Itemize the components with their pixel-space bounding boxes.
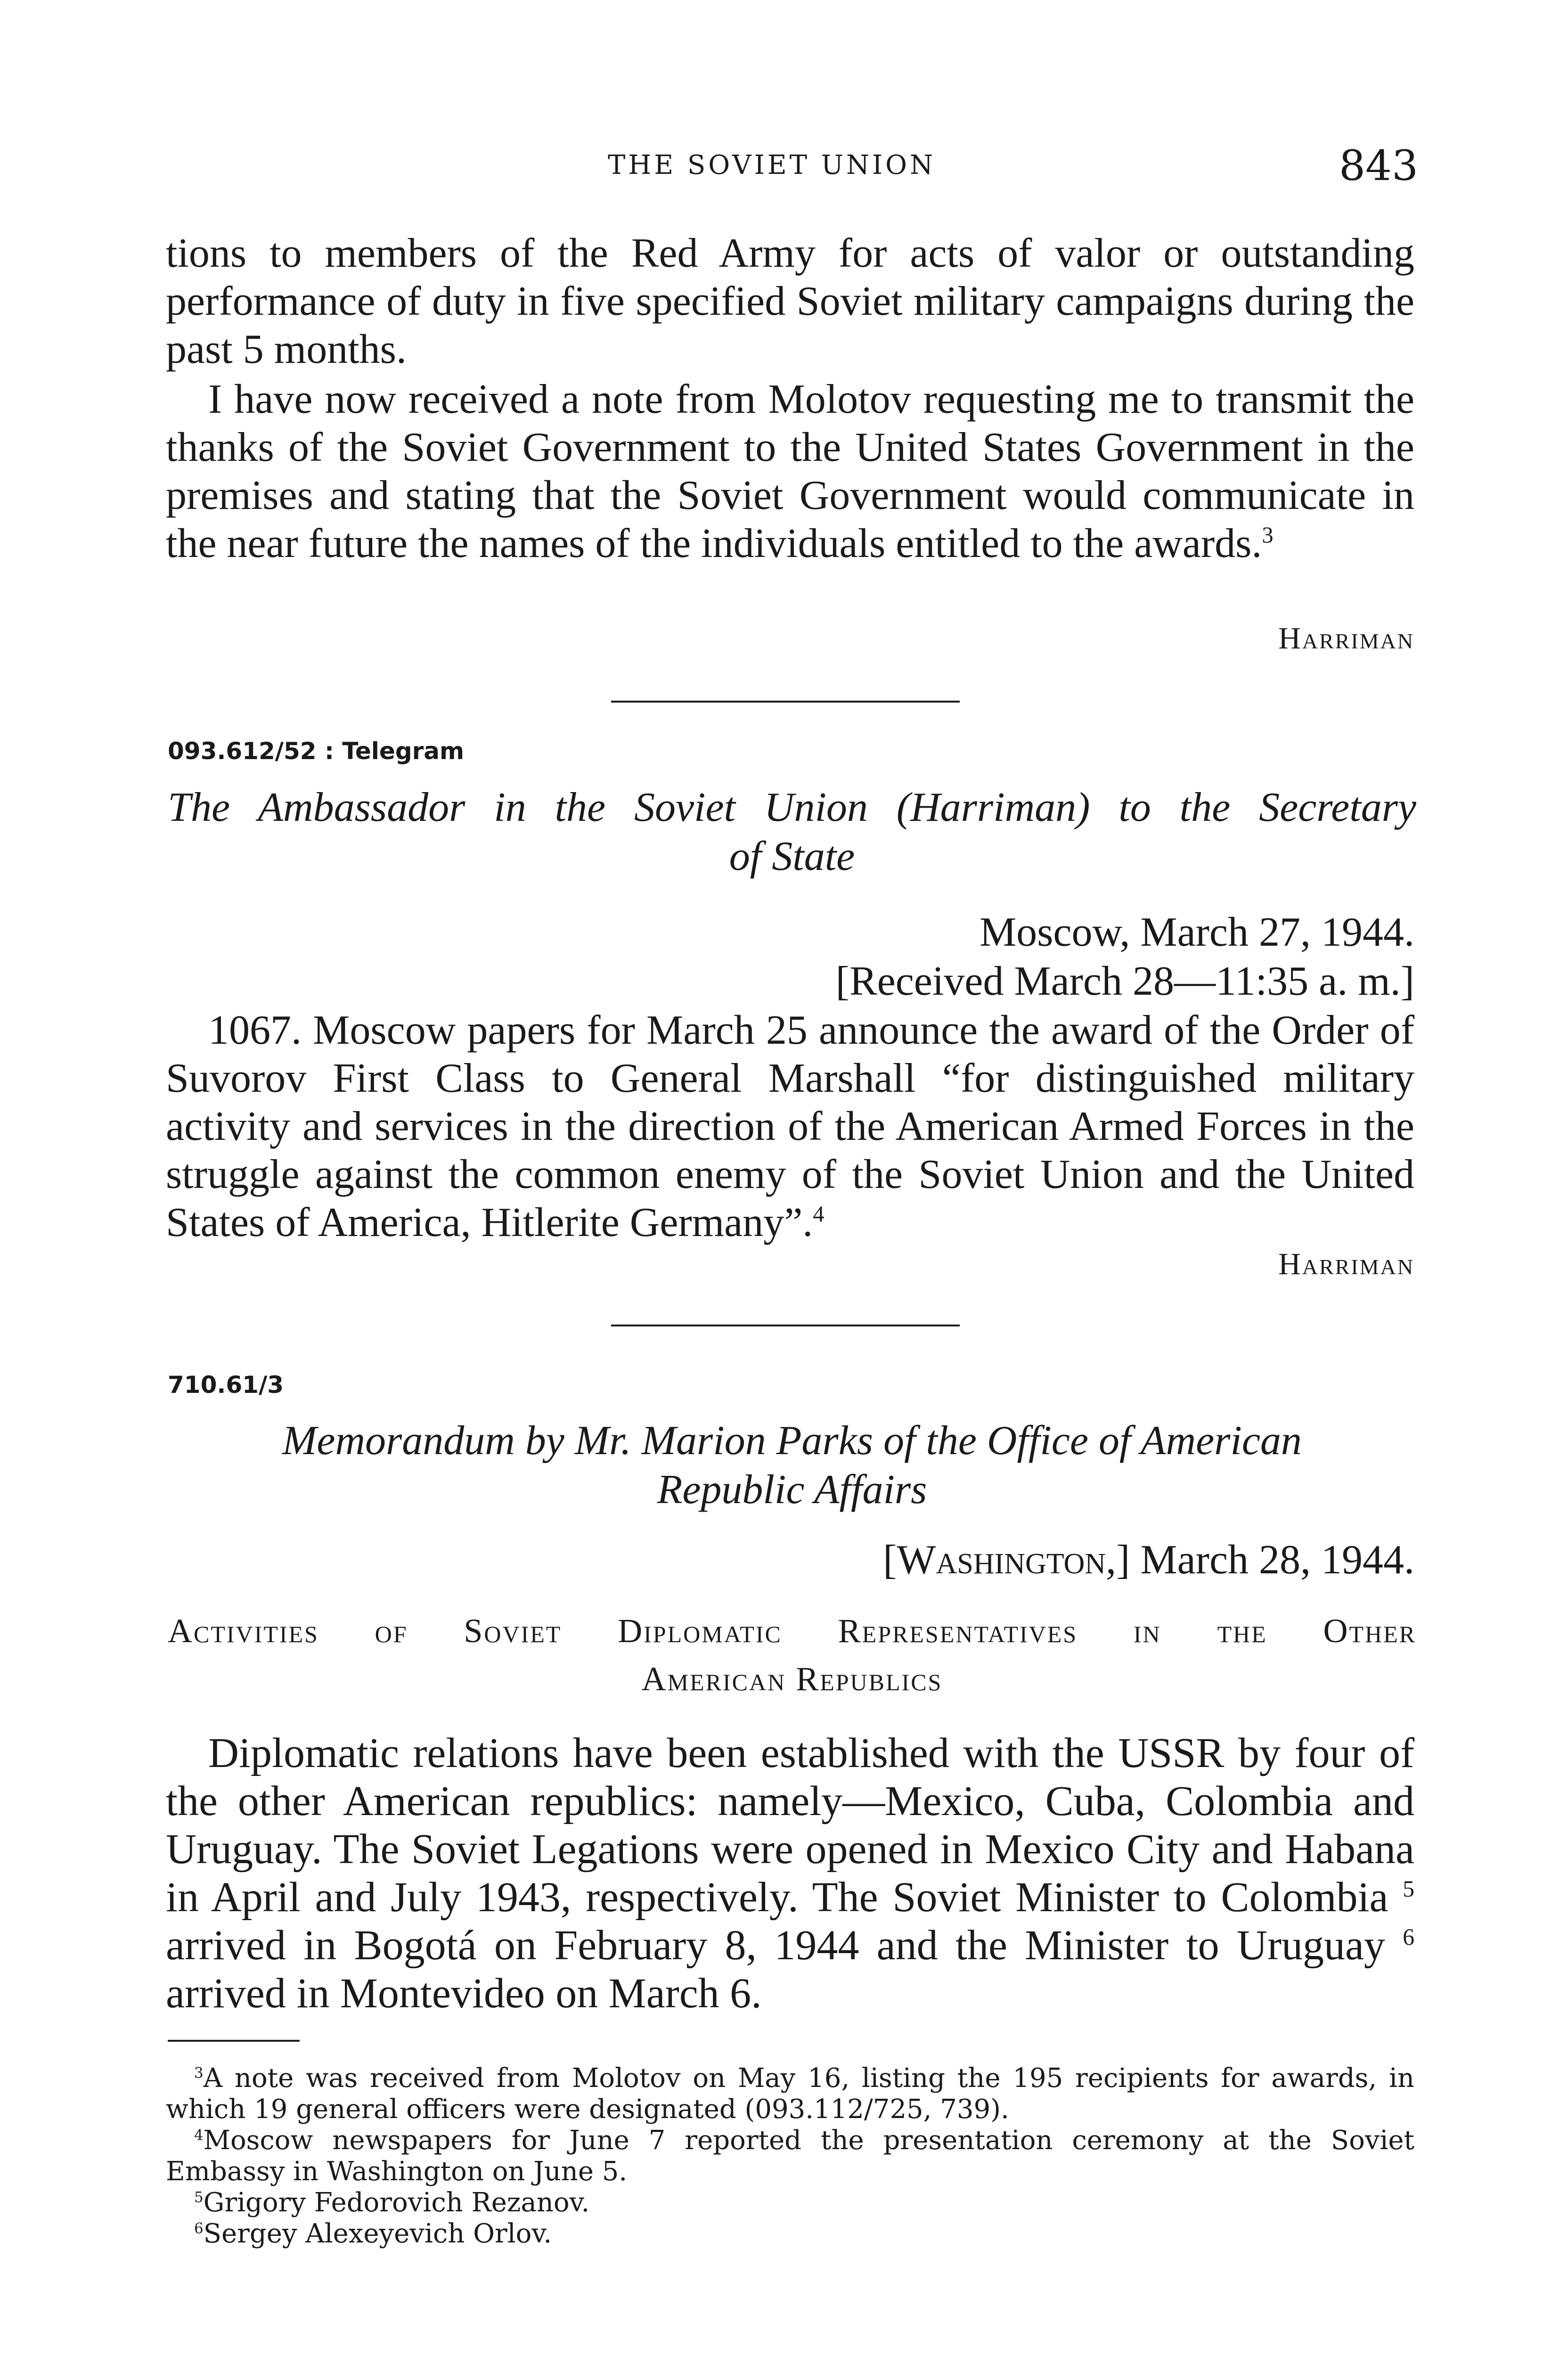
continuation-paragraph: tions to members of the Red Army for acts of valor or outstanding performance of duty in five specified Soviet military campaigns during the past 5 months.	[166, 230, 1414, 372]
received-line: [Received March 28—11:35 a. m.]	[835, 958, 1414, 1004]
subject-heading-line: Activities of Soviet Diplomatic Representatives in the Other	[168, 1612, 1416, 1650]
memorandum-paragraph	[166, 1729, 1414, 2018]
file-number: 710.61/3	[168, 1371, 284, 1399]
footnote-ref-5: 5	[1403, 1876, 1414, 1902]
footnote-ref-4: 4	[813, 1202, 825, 1227]
footnote-mark: 5	[194, 2189, 204, 2206]
memo-text: arrived in Bogotá on February 8, 1944 and the Minister to Uruguay	[166, 1922, 1403, 1969]
dateline: Moscow, March 27, 1944.	[979, 909, 1414, 955]
footnote-ref-6: 6	[1403, 1924, 1414, 1950]
footnote-mark: 6	[194, 2220, 204, 2237]
document-title-line: Republic Affairs	[657, 1467, 927, 1513]
footnote-ref-3: 3	[1262, 523, 1274, 548]
telegram-text: 1067. Moscow papers for March 25 announce the award of the Order of Suvorov First Class to General Marshall “for distinguished military activity and services in the direction of the American Armed Forces in the struggle against the common enemy of the Soviet Union and the United States of America, Hitlerite Germany”.	[166, 1007, 1414, 1245]
footnote-text: Grigory Fedorovich Rezanov.	[203, 2187, 590, 2218]
molotov-note-text: I have now received a note from Molotov requesting me to transmit the thanks of the Soviet Government to the United States Government in the premises and stating that the Soviet Government would communicate in the near future the names of the individuals entitled to the awards.	[166, 376, 1414, 566]
dateline-date: March 28, 1944.	[1130, 1537, 1414, 1583]
page-number: 843	[1339, 141, 1418, 190]
footnote-rule	[168, 2040, 300, 2042]
dateline-place: [Washington,]	[883, 1537, 1130, 1583]
section-divider	[611, 1325, 960, 1326]
footnote-mark: 3	[194, 2064, 204, 2082]
section-divider	[611, 701, 960, 703]
memo-text: arrived in Montevideo on March 6.	[166, 1970, 762, 2017]
footnote-text: Moscow newspapers for June 7 reported the presentation ceremony at the Soviet Embassy in Washington on June 5.	[166, 2125, 1414, 2187]
footnote-mark: 4	[194, 2127, 204, 2144]
document-title-line: The Ambassador in the Soviet Union (Harriman) to the Secretary	[168, 785, 1416, 830]
footnote	[166, 2187, 1414, 2218]
footnote	[166, 2063, 1414, 2125]
document-title-line: Memorandum by Mr. Marion Parks of the Office of American	[282, 1418, 1302, 1464]
molotov-note-paragraph	[166, 376, 1414, 568]
signature-harriman: Harriman	[1278, 1247, 1414, 1281]
footnotes	[166, 2063, 1414, 2250]
document-title-line: of State	[729, 834, 855, 879]
footnote	[166, 2218, 1414, 2250]
signature-harriman: Harriman	[1278, 621, 1414, 655]
memo-text: Diplomatic relations have been established with the USSR by four of the other American republics: namely—Mexico, Cuba, Colombia and Uruguay. The Soviet Legations were opened in Mexico City and Habana in April and July 1943, respectively. The Soviet Minister to Colombia	[166, 1730, 1414, 1921]
file-number: 093.612/52 : Telegram	[168, 737, 465, 765]
footnote-text: A note was received from Molotov on May 16, listing the 195 recipients for awards, in which 19 general officers were designated (093.112/725, 739).	[166, 2063, 1414, 2125]
subject-heading-line: American Republics	[641, 1660, 943, 1698]
running-head: THE SOVIET UNION	[608, 150, 936, 180]
footnote	[166, 2125, 1414, 2187]
footnote-text: Sergey Alexeyevich Orlov.	[203, 2218, 552, 2249]
dateline	[883, 1536, 1414, 1584]
telegram-paragraph	[166, 1006, 1414, 1247]
